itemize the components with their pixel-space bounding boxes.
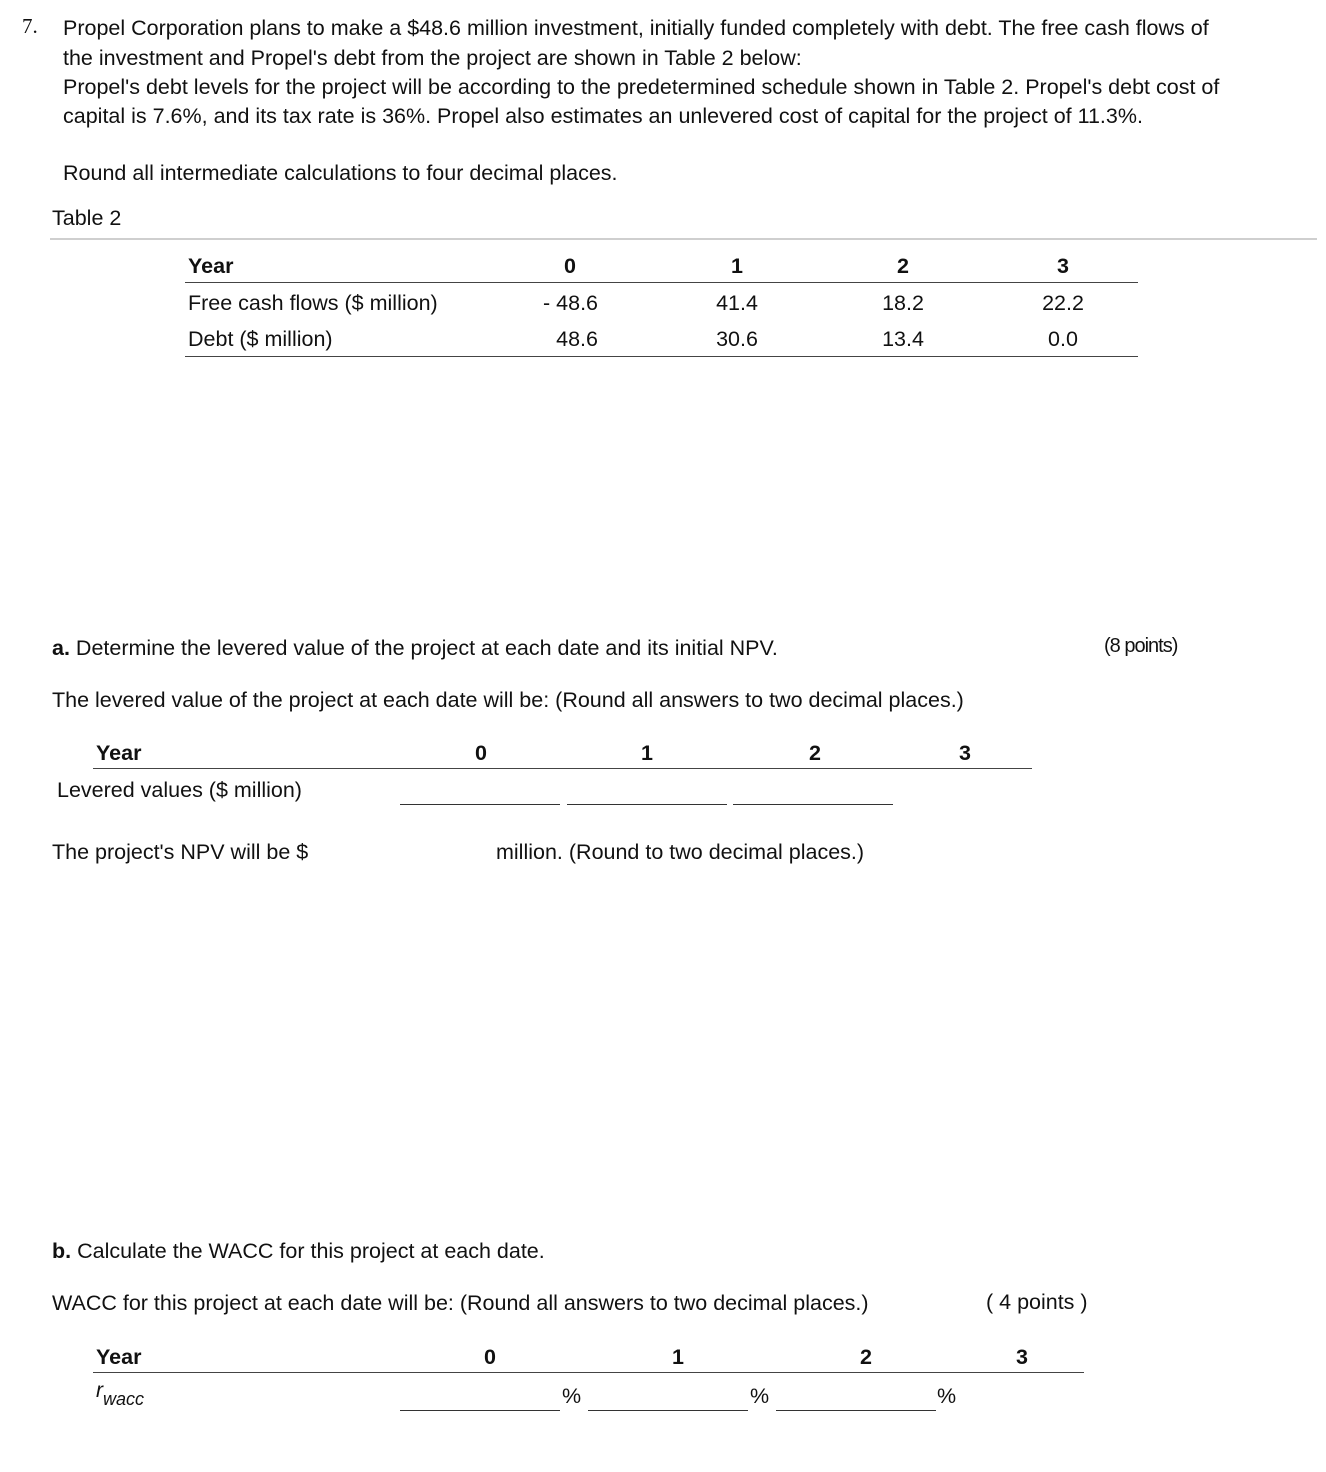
part-a-header-rule [93,768,1032,769]
table-year-2: 2 [897,254,909,278]
part-b-prompt-text: Calculate the WACC for this project at each date. [71,1239,545,1263]
part-a-letter: a. [52,636,70,660]
question-number: 7. [22,14,38,38]
debt-year-1: 30.6 [716,327,758,351]
wacc-year-1-input[interactable] [588,1410,748,1411]
debt-year-3: 0.0 [1048,327,1078,351]
r-wacc-label [96,1380,144,1410]
table-year-1: 1 [731,254,743,278]
levered-value-year-2-input[interactable] [733,804,893,805]
fcf-year-1: 41.4 [716,291,758,315]
part-b-year-0: 0 [484,1345,496,1369]
part-b-points: ( 4 points ) [986,1290,1088,1314]
debt-year-0: 48.6 [556,327,598,351]
r-wacc-main: r [96,1379,103,1402]
wacc-year-2-unit: % [937,1384,957,1408]
table-year-3: 3 [1057,254,1069,278]
wacc-year-2-input[interactable] [776,1410,936,1411]
table-bottom-rule [185,356,1138,357]
part-a-year-1: 1 [641,741,653,765]
fcf-year-3: 22.2 [1042,291,1084,315]
levered-values-label: Levered values ($ million) [57,778,302,802]
debt-year-2: 13.4 [882,327,924,351]
part-b-year-1: 1 [672,1345,684,1369]
question-line-3: Propel's debt levels for the project will be according to the predetermined schedule shown in Table 2. Propel's debt cost of [63,75,1220,99]
part-a-year-2: 2 [809,741,821,765]
part-b-instruction: WACC for this project at each date will be: (Round all answers to two decimal places.) [52,1291,869,1315]
table-year-0: 0 [564,254,576,278]
row-label-fcf: Free cash flows ($ million) [188,291,438,315]
wacc-year-0-unit: % [562,1384,582,1408]
part-b-letter: b. [52,1239,72,1263]
levered-value-year-1-input[interactable] [567,804,727,805]
part-a-year-label: Year [96,741,142,765]
question-line-4: capital is 7.6%, and its tax rate is 36%. Propel also estimates an unlevered cost of capital for the project of 11.3%. [63,104,1143,128]
npv-prefix: The project's NPV will be $ [52,840,309,864]
rounding-note: Round all intermediate calculations to four decimal places. [63,161,618,185]
question-line-2: the investment and Propel's debt from the project are shown in Table 2 below: [63,46,802,70]
caption-divider [50,238,1317,240]
npv-input[interactable] [335,838,485,867]
table-header-rule [185,282,1138,283]
levered-value-year-0-input[interactable] [400,804,560,805]
fcf-year-0: - 48.6 [543,291,598,315]
table-year-label: Year [188,254,234,278]
wacc-year-0-input[interactable] [400,1410,560,1411]
npv-suffix: million. (Round to two decimal places.) [496,840,865,864]
row-label-debt: Debt ($ million) [188,327,333,351]
table-caption: Table 2 [52,206,122,230]
part-b-year-2: 2 [860,1345,872,1369]
part-a-points: (8 points) [1104,635,1178,657]
part-a-year-3: 3 [959,741,971,765]
question-line-1: Propel Corporation plans to make a $48.6 million investment, initially funded completely with debt. The free cash flows of [63,16,1209,40]
r-wacc-subscript: wacc [103,1389,145,1409]
part-b-prompt [52,1237,545,1266]
part-a-year-0: 0 [475,741,487,765]
part-b-year-label: Year [96,1345,142,1369]
part-b-year-3: 3 [1016,1345,1028,1369]
wacc-year-1-unit: % [750,1384,770,1408]
part-a-instruction: The levered value of the project at each date will be: (Round all answers to two decimal places.) [52,688,964,712]
part-b-header-rule [93,1372,1084,1373]
part-a-prompt [52,634,778,663]
fcf-year-2: 18.2 [882,291,924,315]
part-a-prompt-text: Determine the levered value of the project at each date and its initial NPV. [69,636,778,660]
